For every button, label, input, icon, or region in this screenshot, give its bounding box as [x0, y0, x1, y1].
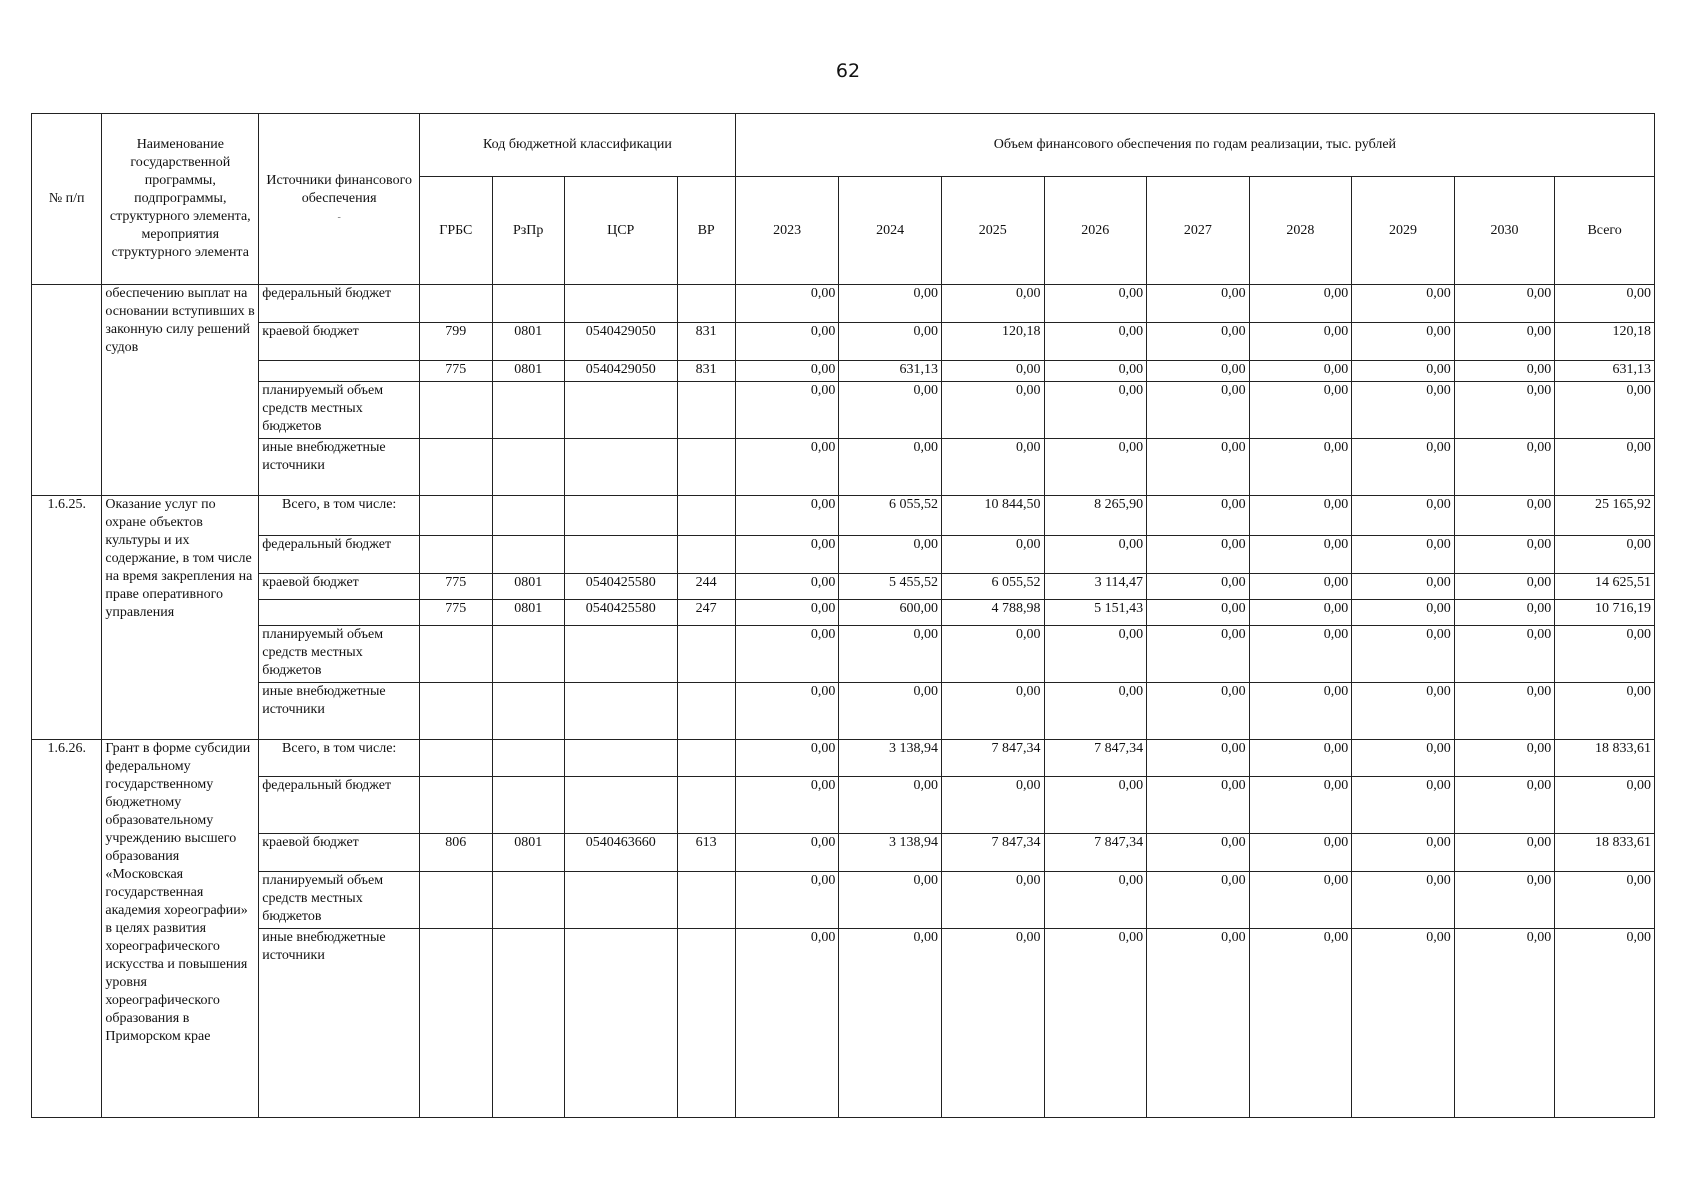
value-cell: 0,00 — [1044, 929, 1147, 1118]
table-row — [32, 777, 1655, 834]
table-row — [32, 285, 1655, 323]
page-number: 62 — [835, 60, 861, 82]
value-cell: 0,00 — [1454, 439, 1555, 496]
header-year-2025: 2025 — [941, 177, 1044, 285]
table-row — [32, 834, 1655, 872]
code-cell: 0801 — [492, 600, 564, 626]
code-cell — [492, 740, 564, 777]
source-cell: иные внебюджетные источники — [259, 929, 420, 1118]
value-cell: 0,00 — [1454, 536, 1555, 574]
code-cell — [677, 626, 735, 683]
value-cell: 0,00 — [1147, 929, 1250, 1118]
header-year-2027: 2027 — [1147, 177, 1250, 285]
value-cell: 0,00 — [1147, 496, 1250, 536]
value-cell: 0,00 — [1044, 382, 1147, 439]
value-cell: 0,00 — [1352, 361, 1455, 382]
table-row — [32, 872, 1655, 929]
header-year-2023: 2023 — [735, 177, 839, 285]
code-cell: 0540425580 — [564, 574, 677, 600]
value-cell: 8 265,90 — [1044, 496, 1147, 536]
value-cell: 0,00 — [735, 361, 839, 382]
code-cell — [677, 536, 735, 574]
value-cell: 0,00 — [1352, 777, 1455, 834]
value-cell: 631,13 — [839, 361, 942, 382]
value-cell: 18 833,61 — [1555, 834, 1655, 872]
value-cell: 0,00 — [1352, 382, 1455, 439]
code-cell: 775 — [420, 361, 492, 382]
value-cell: 0,00 — [1555, 439, 1655, 496]
source-cell — [259, 361, 420, 382]
value-cell: 0,00 — [735, 929, 839, 1118]
source-cell — [259, 600, 420, 626]
code-cell — [492, 777, 564, 834]
code-cell — [677, 872, 735, 929]
value-cell: 0,00 — [1147, 323, 1250, 361]
value-cell: 0,00 — [735, 285, 839, 323]
value-cell: 0,00 — [1454, 626, 1555, 683]
code-cell: 0801 — [492, 834, 564, 872]
source-cell: планируемый объем средств местных бюджетов — [259, 626, 420, 683]
header-total: Всего — [1555, 177, 1655, 285]
value-cell: 0,00 — [1147, 777, 1250, 834]
value-cell: 25 165,92 — [1555, 496, 1655, 536]
value-cell: 3 138,94 — [839, 740, 942, 777]
value-cell: 0,00 — [1454, 929, 1555, 1118]
value-cell: 10 844,50 — [941, 496, 1044, 536]
code-cell: 0801 — [492, 361, 564, 382]
value-cell: 0,00 — [941, 777, 1044, 834]
value-cell: 631,13 — [1555, 361, 1655, 382]
value-cell: 0,00 — [1454, 574, 1555, 600]
table-row — [32, 382, 1655, 439]
value-cell: 0,00 — [1249, 600, 1352, 626]
table-row — [32, 600, 1655, 626]
value-cell: 0,00 — [941, 872, 1044, 929]
value-cell: 0,00 — [1044, 626, 1147, 683]
code-cell — [492, 496, 564, 536]
source-cell: иные внебюджетные источники — [259, 683, 420, 740]
value-cell: 0,00 — [1555, 626, 1655, 683]
value-cell: 0,00 — [1147, 600, 1250, 626]
header-code-csr: ЦСР — [564, 177, 677, 285]
header-code-group: Код бюджетной классификации — [420, 114, 736, 177]
value-cell: 0,00 — [1555, 285, 1655, 323]
value-cell: 0,00 — [1454, 323, 1555, 361]
value-cell: 0,00 — [1352, 834, 1455, 872]
value-cell: 0,00 — [735, 777, 839, 834]
value-cell: 0,00 — [1555, 872, 1655, 929]
code-cell — [677, 683, 735, 740]
value-cell: 0,00 — [1352, 600, 1455, 626]
header-source-label: Источники финансового обеспечения — [266, 172, 412, 206]
value-cell: 0,00 — [1249, 496, 1352, 536]
value-cell: 0,00 — [1249, 740, 1352, 777]
code-cell: 0540425580 — [564, 600, 677, 626]
code-cell — [492, 683, 564, 740]
value-cell: 4 788,98 — [941, 600, 1044, 626]
value-cell: 0,00 — [1454, 777, 1555, 834]
value-cell: 0,00 — [1352, 536, 1455, 574]
header-year-2029: 2029 — [1352, 177, 1455, 285]
code-cell — [677, 439, 735, 496]
value-cell: 0,00 — [941, 382, 1044, 439]
value-cell: 0,00 — [1147, 683, 1250, 740]
value-cell: 0,00 — [839, 777, 942, 834]
header-source-mark: - — [337, 211, 341, 223]
value-cell: 0,00 — [1044, 683, 1147, 740]
header-num: № п/п — [32, 114, 102, 285]
code-cell — [492, 285, 564, 323]
code-cell: 775 — [420, 574, 492, 600]
value-cell: 0,00 — [1147, 872, 1250, 929]
value-cell: 0,00 — [1352, 439, 1455, 496]
value-cell: 0,00 — [1044, 361, 1147, 382]
code-cell — [677, 777, 735, 834]
value-cell: 0,00 — [735, 536, 839, 574]
value-cell: 600,00 — [839, 600, 942, 626]
value-cell: 7 847,34 — [1044, 834, 1147, 872]
value-cell: 0,00 — [1044, 439, 1147, 496]
value-cell: 0,00 — [735, 439, 839, 496]
code-cell — [564, 382, 677, 439]
table-row — [32, 439, 1655, 496]
code-cell — [492, 929, 564, 1118]
value-cell: 0,00 — [1555, 777, 1655, 834]
value-cell: 0,00 — [1555, 683, 1655, 740]
source-cell: Всего, в том числе: — [259, 740, 420, 777]
code-cell: 831 — [677, 323, 735, 361]
code-cell: 0801 — [492, 323, 564, 361]
value-cell: 0,00 — [735, 683, 839, 740]
header-year-2026: 2026 — [1044, 177, 1147, 285]
code-cell — [420, 496, 492, 536]
value-cell: 0,00 — [735, 323, 839, 361]
value-cell: 0,00 — [1249, 382, 1352, 439]
code-cell — [492, 382, 564, 439]
value-cell: 0,00 — [839, 929, 942, 1118]
value-cell: 5 455,52 — [839, 574, 942, 600]
value-cell: 0,00 — [1044, 323, 1147, 361]
value-cell: 0,00 — [1352, 574, 1455, 600]
value-cell: 0,00 — [1352, 626, 1455, 683]
value-cell: 0,00 — [1249, 834, 1352, 872]
value-cell: 14 625,51 — [1555, 574, 1655, 600]
value-cell: 6 055,52 — [941, 574, 1044, 600]
code-cell — [420, 626, 492, 683]
value-cell: 0,00 — [1454, 285, 1555, 323]
source-cell: Всего, в том числе: — [259, 496, 420, 536]
code-cell — [420, 929, 492, 1118]
value-cell: 0,00 — [1249, 439, 1352, 496]
value-cell: 0,00 — [1454, 872, 1555, 929]
value-cell: 7 847,34 — [941, 740, 1044, 777]
value-cell: 0,00 — [1249, 872, 1352, 929]
code-cell: 244 — [677, 574, 735, 600]
code-cell: 247 — [677, 600, 735, 626]
code-cell — [564, 777, 677, 834]
value-cell: 0,00 — [941, 929, 1044, 1118]
value-cell: 0,00 — [941, 439, 1044, 496]
code-cell — [492, 536, 564, 574]
value-cell: 0,00 — [735, 872, 839, 929]
code-cell — [420, 439, 492, 496]
code-cell — [420, 777, 492, 834]
value-cell: 0,00 — [1454, 382, 1555, 439]
value-cell: 0,00 — [735, 626, 839, 683]
source-cell: краевой бюджет — [259, 574, 420, 600]
value-cell: 0,00 — [1147, 740, 1250, 777]
table-header — [32, 114, 1655, 285]
value-cell: 0,00 — [1555, 929, 1655, 1118]
row-name: Оказание услуг по охране объектов культуры и их содержание, в том числе на время закрепления на праве оперативного управления — [102, 496, 259, 740]
value-cell: 7 847,34 — [1044, 740, 1147, 777]
value-cell: 0,00 — [941, 536, 1044, 574]
table-row — [32, 323, 1655, 361]
value-cell: 0,00 — [839, 872, 942, 929]
value-cell: 0,00 — [1249, 285, 1352, 323]
code-cell — [677, 285, 735, 323]
value-cell: 0,00 — [735, 574, 839, 600]
header-year-2030: 2030 — [1454, 177, 1555, 285]
value-cell: 0,00 — [735, 740, 839, 777]
value-cell: 0,00 — [1044, 536, 1147, 574]
code-cell: 0801 — [492, 574, 564, 600]
value-cell: 0,00 — [941, 285, 1044, 323]
code-cell — [564, 872, 677, 929]
row-name: обеспечению выплат на основании вступивших в законную силу решений судов — [102, 285, 259, 496]
code-cell — [677, 929, 735, 1118]
row-name: Грант в форме субсидии федеральному государственному бюджетному образовательному учреждению высшего образования «Московская государственная академия хореографии» в целях развития хореографического искусства и повышения уровня хореографического образования в Приморском крае — [102, 740, 259, 1118]
value-cell: 7 847,34 — [941, 834, 1044, 872]
value-cell: 0,00 — [1249, 323, 1352, 361]
budget-table — [31, 113, 1655, 1118]
value-cell: 0,00 — [839, 382, 942, 439]
value-cell: 0,00 — [735, 496, 839, 536]
value-cell: 0,00 — [1555, 536, 1655, 574]
header-source — [259, 114, 420, 285]
header-year-2024: 2024 — [839, 177, 942, 285]
code-cell: 806 — [420, 834, 492, 872]
code-cell — [564, 536, 677, 574]
value-cell: 0,00 — [1147, 626, 1250, 683]
source-cell: краевой бюджет — [259, 323, 420, 361]
header-code-grbs: ГРБС — [420, 177, 492, 285]
value-cell: 0,00 — [1555, 382, 1655, 439]
code-cell — [420, 740, 492, 777]
code-cell: 775 — [420, 600, 492, 626]
code-cell — [677, 496, 735, 536]
value-cell: 0,00 — [839, 439, 942, 496]
code-cell — [564, 740, 677, 777]
value-cell: 0,00 — [1352, 929, 1455, 1118]
header-code-vr: ВР — [677, 177, 735, 285]
value-cell: 0,00 — [1352, 740, 1455, 777]
value-cell: 3 114,47 — [1044, 574, 1147, 600]
header-name: Наименование государственной программы, подпрограммы, структурного элемента, мероприятия структурного элемента — [102, 114, 259, 285]
value-cell: 0,00 — [1454, 740, 1555, 777]
table-row — [32, 496, 1655, 536]
code-cell — [492, 626, 564, 683]
code-cell — [420, 285, 492, 323]
value-cell: 6 055,52 — [839, 496, 942, 536]
value-cell: 0,00 — [1147, 536, 1250, 574]
value-cell: 0,00 — [1249, 536, 1352, 574]
source-cell: планируемый объем средств местных бюджетов — [259, 382, 420, 439]
value-cell: 0,00 — [1352, 872, 1455, 929]
table-row — [32, 740, 1655, 777]
table-row — [32, 929, 1655, 1118]
table-body — [32, 285, 1655, 1118]
code-cell: 0540429050 — [564, 361, 677, 382]
value-cell: 0,00 — [1454, 361, 1555, 382]
value-cell: 0,00 — [941, 626, 1044, 683]
value-cell: 0,00 — [735, 834, 839, 872]
code-cell: 831 — [677, 361, 735, 382]
value-cell: 0,00 — [1454, 600, 1555, 626]
value-cell: 0,00 — [1044, 285, 1147, 323]
value-cell: 0,00 — [1249, 683, 1352, 740]
code-cell — [492, 439, 564, 496]
table-row — [32, 574, 1655, 600]
source-cell: краевой бюджет — [259, 834, 420, 872]
source-cell: планируемый объем средств местных бюджетов — [259, 872, 420, 929]
value-cell: 0,00 — [1249, 574, 1352, 600]
value-cell: 0,00 — [839, 323, 942, 361]
value-cell: 0,00 — [839, 626, 942, 683]
row-number — [32, 285, 102, 496]
header-code-rzpr: РзПр — [492, 177, 564, 285]
code-cell — [420, 382, 492, 439]
value-cell: 10 716,19 — [1555, 600, 1655, 626]
table-row — [32, 683, 1655, 740]
value-cell: 0,00 — [839, 536, 942, 574]
table-row — [32, 536, 1655, 574]
value-cell: 0,00 — [839, 683, 942, 740]
code-cell: 799 — [420, 323, 492, 361]
value-cell: 0,00 — [1147, 574, 1250, 600]
code-cell — [564, 285, 677, 323]
value-cell: 0,00 — [1352, 323, 1455, 361]
value-cell: 0,00 — [1147, 439, 1250, 496]
value-cell: 0,00 — [1147, 285, 1250, 323]
table-row — [32, 626, 1655, 683]
code-cell: 0540429050 — [564, 323, 677, 361]
value-cell: 0,00 — [1454, 834, 1555, 872]
code-cell — [420, 683, 492, 740]
value-cell: 0,00 — [1352, 683, 1455, 740]
value-cell: 0,00 — [1249, 929, 1352, 1118]
value-cell: 120,18 — [1555, 323, 1655, 361]
row-number: 1.6.26. — [32, 740, 102, 1118]
value-cell: 0,00 — [1147, 834, 1250, 872]
value-cell: 120,18 — [941, 323, 1044, 361]
value-cell: 0,00 — [1352, 496, 1455, 536]
code-cell — [677, 740, 735, 777]
value-cell: 0,00 — [941, 683, 1044, 740]
code-cell: 0540463660 — [564, 834, 677, 872]
value-cell: 0,00 — [1454, 683, 1555, 740]
value-cell: 0,00 — [839, 285, 942, 323]
value-cell: 0,00 — [1044, 777, 1147, 834]
value-cell: 0,00 — [1147, 361, 1250, 382]
code-cell — [564, 929, 677, 1118]
code-cell — [420, 536, 492, 574]
value-cell: 0,00 — [735, 382, 839, 439]
value-cell: 18 833,61 — [1555, 740, 1655, 777]
source-cell: федеральный бюджет — [259, 285, 420, 323]
code-cell — [564, 439, 677, 496]
value-cell: 0,00 — [1249, 626, 1352, 683]
row-number: 1.6.25. — [32, 496, 102, 740]
value-cell: 3 138,94 — [839, 834, 942, 872]
value-cell: 0,00 — [1454, 496, 1555, 536]
header-volume-group: Объем финансового обеспечения по годам реализации, тыс. рублей — [735, 114, 1654, 177]
value-cell: 0,00 — [735, 600, 839, 626]
value-cell: 0,00 — [1249, 361, 1352, 382]
code-cell — [677, 382, 735, 439]
code-cell — [420, 872, 492, 929]
code-cell — [564, 496, 677, 536]
value-cell: 0,00 — [941, 361, 1044, 382]
source-cell: федеральный бюджет — [259, 777, 420, 834]
value-cell: 0,00 — [1249, 777, 1352, 834]
header-year-2028: 2028 — [1249, 177, 1352, 285]
source-cell: федеральный бюджет — [259, 536, 420, 574]
code-cell — [492, 872, 564, 929]
value-cell: 0,00 — [1044, 872, 1147, 929]
code-cell: 613 — [677, 834, 735, 872]
value-cell: 0,00 — [1352, 285, 1455, 323]
source-cell: иные внебюджетные источники — [259, 439, 420, 496]
value-cell: 5 151,43 — [1044, 600, 1147, 626]
table-row — [32, 361, 1655, 382]
code-cell — [564, 683, 677, 740]
code-cell — [564, 626, 677, 683]
value-cell: 0,00 — [1147, 382, 1250, 439]
